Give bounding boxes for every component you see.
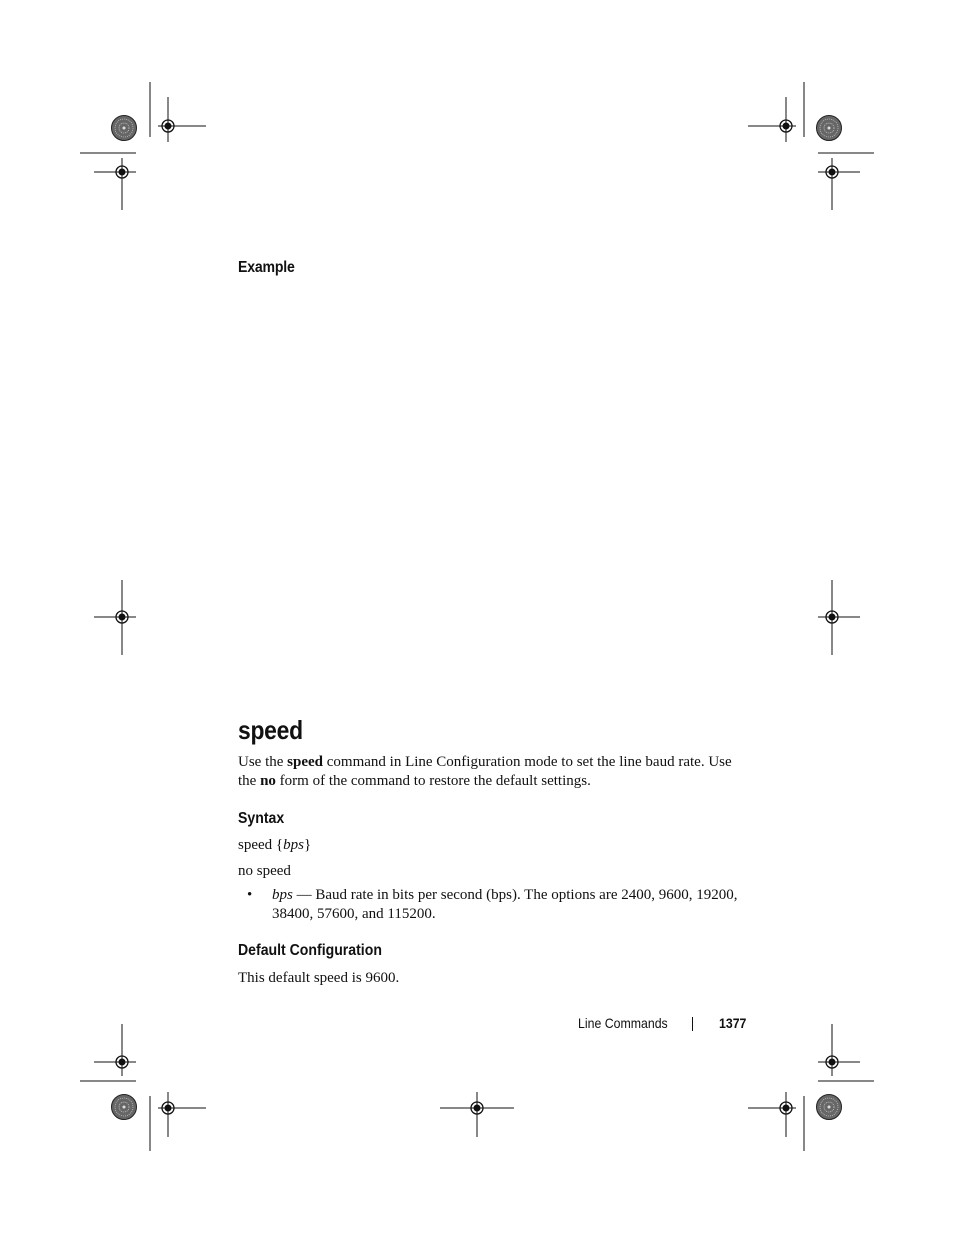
- syntax-close: }: [303, 837, 312, 853]
- syntax-line-no-speed: no speed: [238, 863, 291, 879]
- intro-paragraph: [238, 753, 738, 791]
- default-configuration-text: This default speed is 9600.: [238, 970, 400, 986]
- intro-bold-no: no: [260, 773, 276, 789]
- bullet-param: bps: [272, 887, 293, 903]
- footer-separator: [692, 1017, 693, 1031]
- syntax-cmd: speed {: [238, 837, 284, 853]
- syntax-line-speed: [238, 836, 311, 855]
- section-title: speed: [238, 715, 303, 745]
- syntax-heading: Syntax: [238, 810, 285, 827]
- bullet-item-bps: [272, 886, 742, 924]
- intro-bold-command: speed: [287, 754, 323, 770]
- example-heading: Example: [238, 259, 295, 276]
- bullet-description: — Baud rate in bits per second (bps). The options are 2400, 9600, 19200, 38400, 57600, and 115200.: [272, 887, 738, 922]
- footer-page-number: 1377: [719, 1015, 747, 1031]
- syntax-param: bps: [283, 837, 304, 853]
- intro-text-1: Use the: [238, 754, 288, 770]
- default-configuration-heading: Default Configuration: [238, 942, 382, 959]
- intro-text-3: form of the command to restore the default settings.: [275, 773, 591, 789]
- footer-section-label: Line Commands: [578, 1015, 668, 1031]
- bullet-symbol: •: [247, 887, 253, 903]
- intro-text-2: command in Line Configuration mode to set the line baud rate. Use the: [238, 754, 732, 789]
